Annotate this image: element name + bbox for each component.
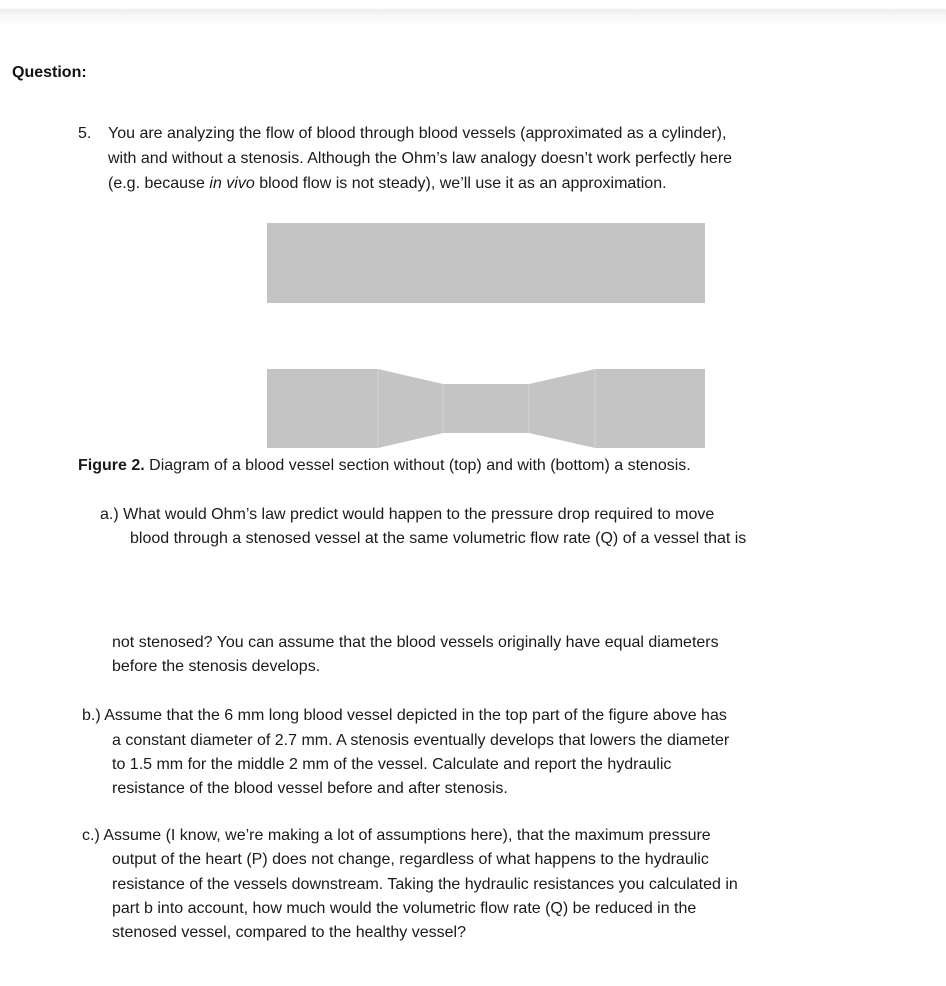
figure-caption-label: Figure 2. [78, 457, 145, 474]
problem-number: 5. [78, 125, 92, 142]
stenosed-vessel [267, 369, 705, 448]
part-a-line-2: blood through a stenosed vessel at the same volumetric flow rate (Q) of a vessel that is [130, 530, 747, 547]
healthy-vessel [267, 223, 705, 303]
part-b-line-3: to 1.5 mm for the middle 2 mm of the vessel. Calculate and report the hydraulic [112, 756, 672, 773]
part-b-line-4: resistance of the blood vessel before and after stenosis. [112, 780, 508, 797]
part-c-line-3: resistance of the vessels downstream. Taking the hydraulic resistances you calculated in [112, 876, 738, 893]
part-c-line-5: stenosed vessel, compared to the healthy vessel? [112, 924, 466, 941]
part-a-line-4: before the stenosis develops. [112, 658, 321, 675]
vessel-figure [0, 0, 946, 460]
problem-intro-line-1: You are analyzing the flow of blood through blood vessels (approximated as a cylinder), [108, 125, 727, 142]
part-c-line-2: output of the heart (P) does not change, regardless of what happens to the hydraulic [112, 851, 709, 868]
part-c-line-4: part b into account, how much would the volumetric flow rate (Q) be reduced in the [112, 900, 697, 917]
figure-caption: Figure 2. Diagram of a blood vessel section without (top) and with (bottom) a stenosis. [78, 457, 691, 474]
part-c-line-1: c.) Assume (I know, we’re making a lot of assumptions here), that the maximum pressure [82, 827, 711, 844]
part-a-line-1: a.) What would Ohm’s law predict would happen to the pressure drop required to move [100, 506, 715, 523]
problem-intro-line-3: (e.g. because in vivo blood flow is not steady), we’ll use it as an approximation. [108, 175, 667, 192]
part-b-line-1: b.) Assume that the 6 mm long blood vessel depicted in the top part of the figure above has [82, 707, 727, 724]
problem-intro-line-2: with and without a stenosis. Although the Ohm’s law analogy doesn’t work perfectly here [108, 150, 733, 167]
part-b-line-2: a constant diameter of 2.7 mm. A stenosis eventually develops that lowers the diameter [112, 732, 730, 749]
part-a-line-3: not stenosed? You can assume that the blood vessels originally have equal diameters [112, 634, 719, 651]
question-label: Question: [12, 64, 87, 81]
in-vivo-italic: in vivo [209, 175, 255, 192]
